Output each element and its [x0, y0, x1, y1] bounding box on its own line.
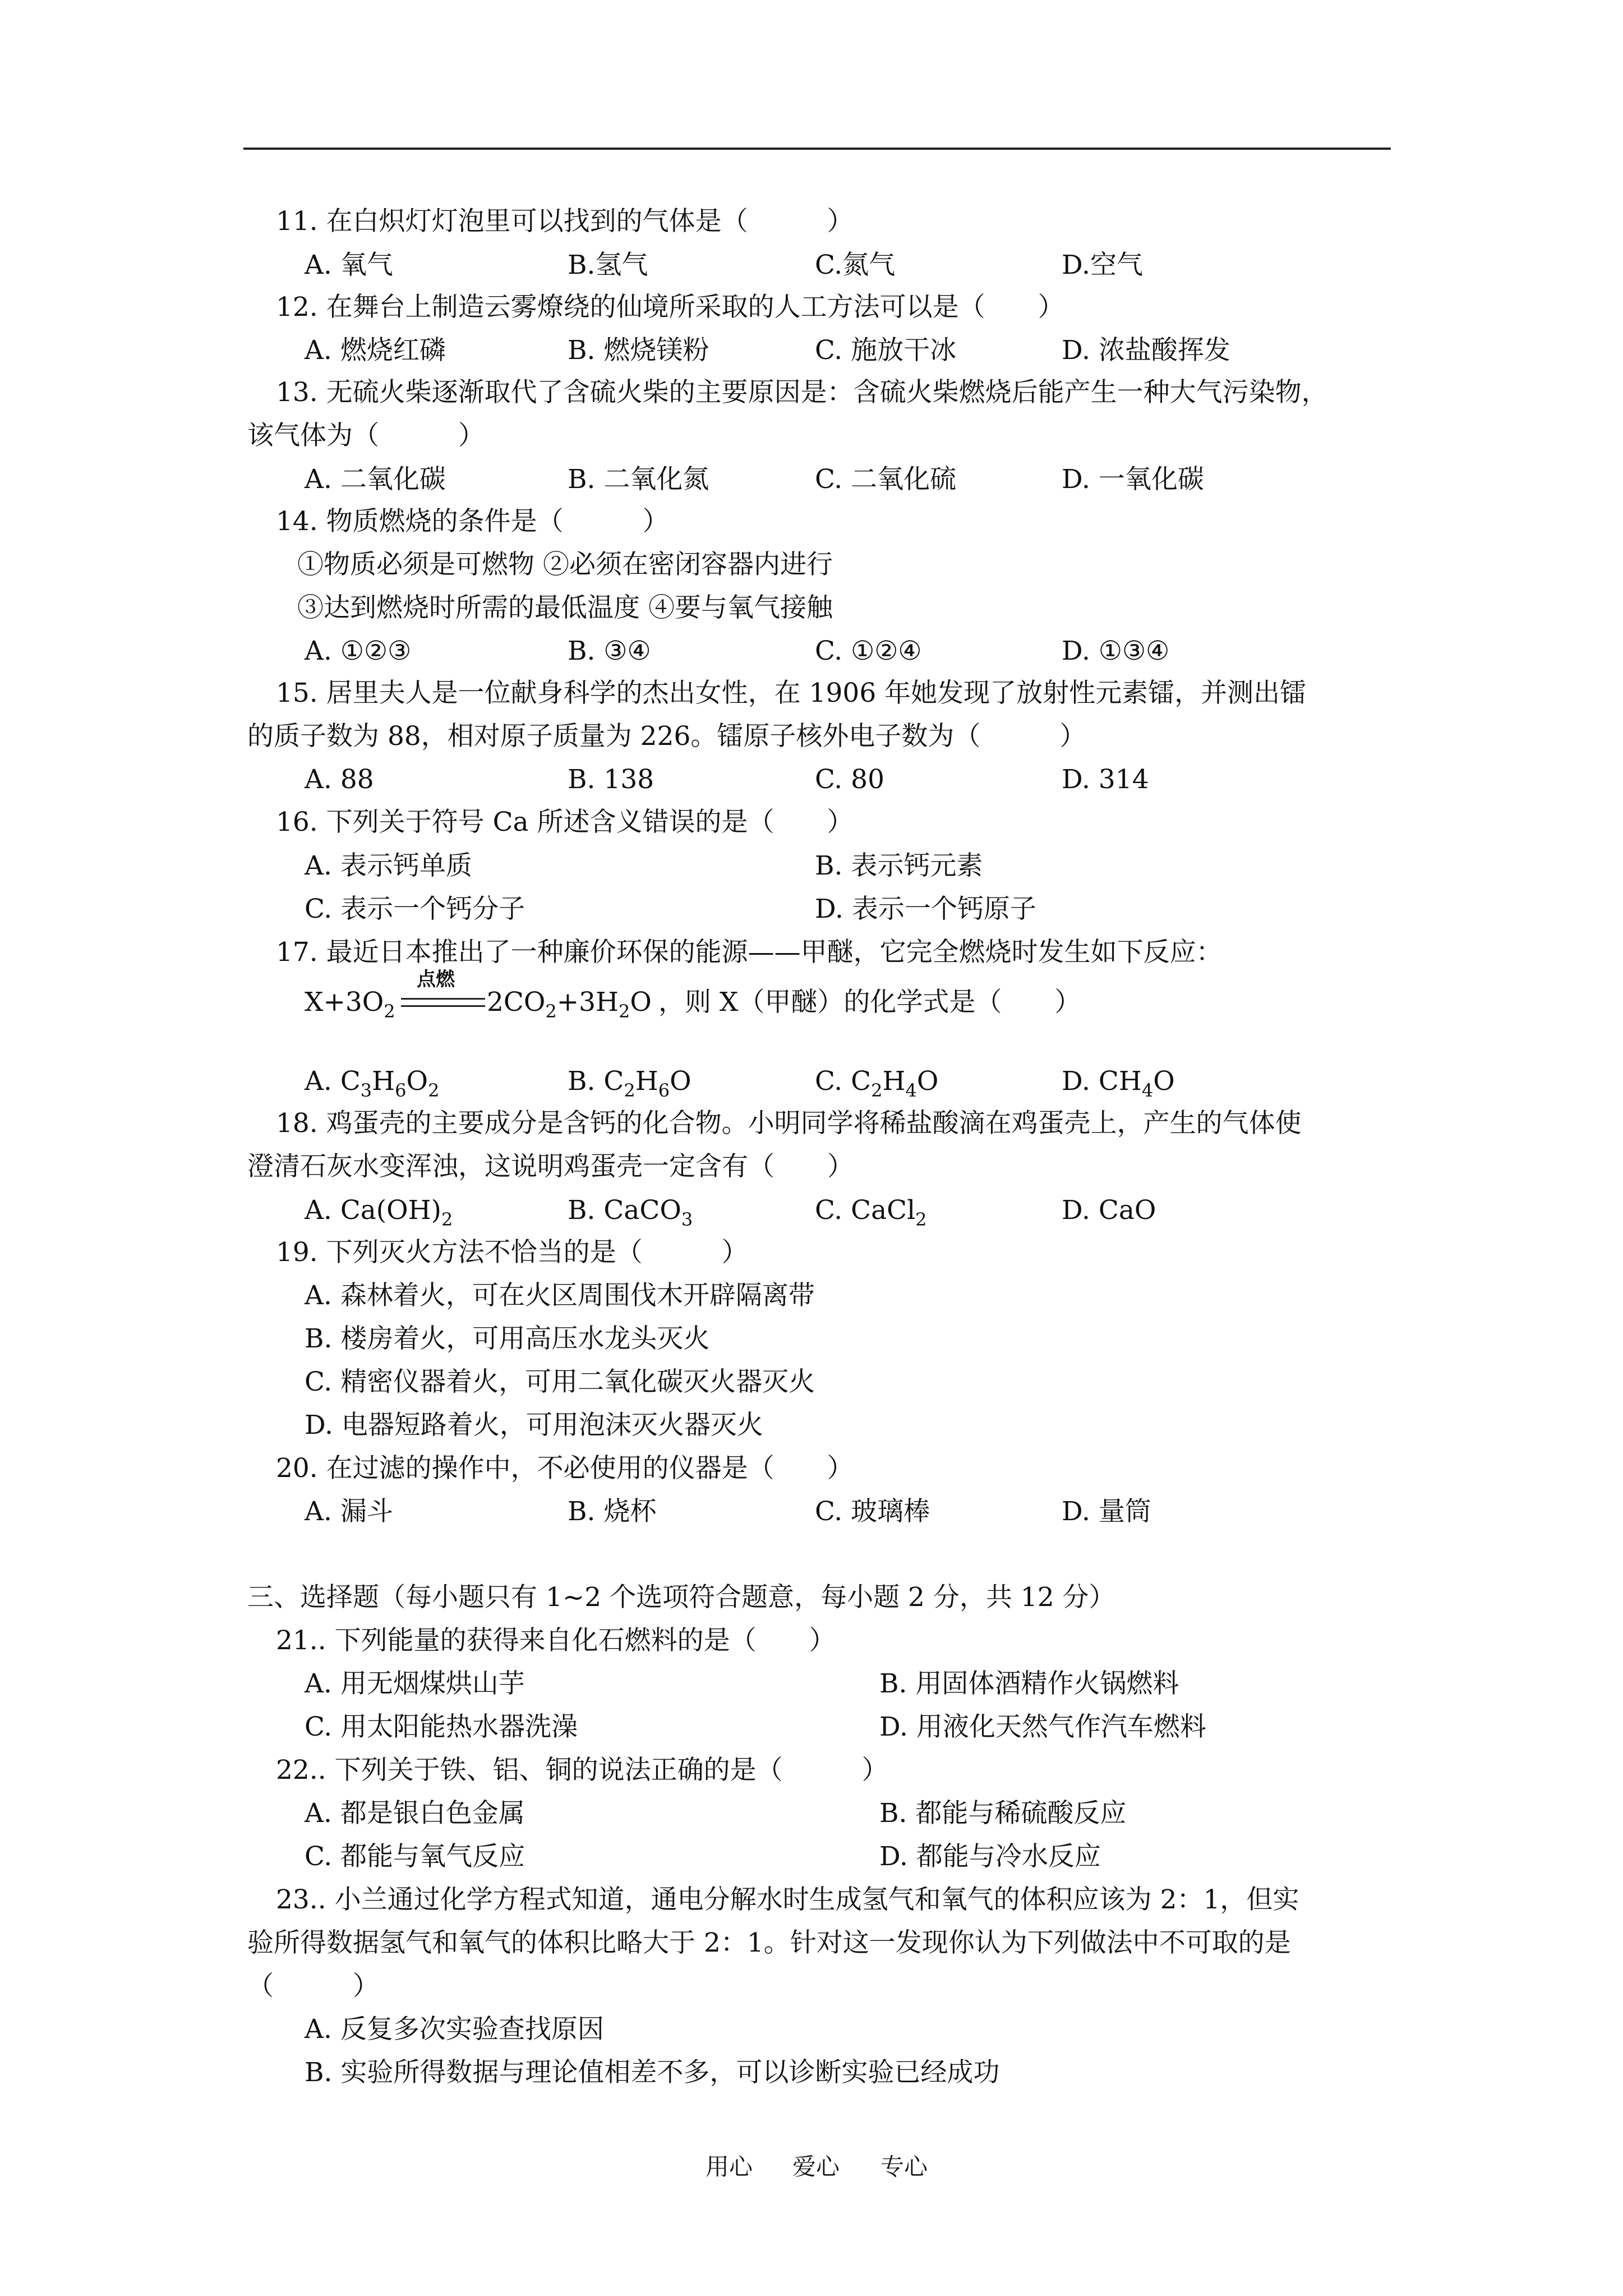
q18-option-d: D. CaO — [1062, 1195, 1156, 1226]
q18-option-a: A. $Ca(OH)_2$ — [305, 1195, 453, 1230]
q15-stem-line2: 的质子数为 88，相对原子质量为 226。镭原子核外电子数为（ ） — [247, 721, 1086, 752]
q17-equation-right: $2CO_2+3H_2O$ ，则 X（甲醚）的化学式是（ ） — [487, 987, 1081, 1022]
q19-option-d: D. 电器短路着火，可用泡沫灭火器灭火 — [305, 1410, 763, 1441]
q23-stem-line3: （ ） — [247, 1971, 379, 2001]
q12-stem: 12. 在舞台上制造云雾燎绕的仙境所采取的人工方法可以是（ ） — [276, 292, 1064, 323]
q23-option-a: A. 反复多次实验查找原因 — [305, 2014, 604, 2045]
q11-option-d: D.空气 — [1062, 250, 1143, 280]
q15-option-a: A. 88 — [305, 764, 374, 795]
q16-option-a: A. 表示钙单质 — [305, 850, 472, 881]
q17-option-a: A. $C_3H_6O_2$ — [305, 1066, 440, 1101]
q17-stem: 17. 最近日本推出了一种廉价环保的能源——甲醚，它完全燃烧时发生如下反应： — [276, 937, 1223, 968]
q15-option-b: B. 138 — [568, 764, 654, 795]
q17-option-b: B. $C_2H_6O$ — [568, 1066, 691, 1101]
q16-option-d: D. 表示一个钙原子 — [815, 894, 1036, 924]
q18-option-c: C. CaCl$_2$ — [815, 1195, 927, 1230]
q12-option-d: D. 浓盐酸挥发 — [1062, 335, 1230, 366]
q18-stem-line2: 澄清石灰水变浑浊，这说明鸡蛋壳一定含有（ ） — [247, 1151, 854, 1182]
equation-line-bottom — [401, 1005, 485, 1007]
q11-option-a: A. 氧气 — [305, 250, 393, 280]
q17-option-c: C. $C_2H_4O$ — [815, 1066, 939, 1101]
q20-stem: 20. 在过滤的操作中，不必使用的仪器是（ ） — [276, 1453, 854, 1484]
q20-option-c: C. 玻璃棒 — [815, 1496, 930, 1527]
q14-option-a: A. ①②③ — [305, 636, 412, 666]
equation-line-top — [401, 998, 485, 1000]
q20-option-a: A. 漏斗 — [305, 1496, 393, 1527]
q19-option-c: C. 精密仪器着火，可用二氧化碳灭火器灭火 — [305, 1366, 815, 1397]
section-3-heading: 三、选择题（每小题只有 1~2 个选项符合题意，每小题 2 分，共 12 分） — [247, 1582, 1115, 1613]
q21-option-b: B. 用固体酒精作火锅燃料 — [879, 1668, 1179, 1699]
q11-stem: 11. 在白炽灯灯泡里可以找到的气体是（ ） — [276, 206, 854, 237]
q17-option-d: D. $CH_4O$ — [1062, 1066, 1175, 1101]
q18-stem-line1: 18. 鸡蛋壳的主要成分是含钙的化合物。小明同学将稀盐酸滴在鸡蛋壳上，产生的气体使 — [276, 1108, 1302, 1139]
q16-stem: 16. 下列关于符号 Ca 所述含义错误的是（ ） — [276, 807, 854, 838]
q14-option-d: D. ①③④ — [1062, 636, 1170, 666]
q14-option-c: C. ①②④ — [815, 636, 922, 666]
q13-option-a: A. 二氧化碳 — [305, 464, 446, 495]
q22-stem: 22.. 下列关于铁、铝、铜的说法正确的是（ ） — [276, 1755, 888, 1786]
q17-question: ，则 X（甲醚）的化学式是（ ） — [658, 987, 1081, 1018]
q21-stem: 21.. 下列能量的获得来自化石燃料的是（ ） — [276, 1625, 836, 1656]
q15-option-c: C. 80 — [815, 764, 884, 795]
q13-option-b: B. 二氧化氮 — [568, 464, 709, 495]
q19-option-a: A. 森林着火，可在火区周围伐木开辟隔离带 — [305, 1280, 815, 1311]
q14-statement-2: ③达到燃烧时所需的最低温度 ④要与氧气接触 — [297, 592, 833, 623]
q12-option-b: B. 燃烧镁粉 — [568, 335, 709, 366]
q14-stem: 14. 物质燃烧的条件是（ ） — [276, 506, 669, 537]
q22-option-d: D. 都能与冷水反应 — [879, 1841, 1101, 1872]
q14-statement-1: ①物质必须是可燃物 ②必须在密闭容器内进行 — [297, 549, 833, 580]
header-rule — [243, 148, 1391, 150]
footer-text-2: 爱心 — [792, 2153, 840, 2180]
q16-option-c: C. 表示一个钙分子 — [305, 894, 525, 924]
q23-stem-line1: 23.. 小兰通过化学方程式知道，通电分解水时生成氢气和氧气的体积应该为 2：1，但实 — [276, 1884, 1299, 1915]
reaction-condition: 点燃 — [417, 968, 455, 991]
q16-option-b: B. 表示钙元素 — [815, 850, 983, 881]
q12-option-a: A. 燃烧红磷 — [305, 335, 446, 366]
footer-text-1: 用心 — [706, 2153, 753, 2180]
q14-option-b: B. ③④ — [568, 636, 651, 666]
q11-option-b: B.氢气 — [568, 250, 648, 280]
q19-stem: 19. 下列灭火方法不恰当的是（ ） — [276, 1237, 748, 1268]
q21-option-a: A. 用无烟煤烘山芋 — [305, 1668, 525, 1699]
q11-option-c: C.氮气 — [815, 250, 896, 280]
q22-option-c: C. 都能与氧气反应 — [305, 1841, 525, 1872]
q18-option-b: B. CaCO$_3$ — [568, 1195, 693, 1230]
q13-option-c: C. 二氧化硫 — [815, 464, 957, 495]
q22-option-b: B. 都能与稀硫酸反应 — [879, 1798, 1127, 1829]
q13-stem-line2: 该气体为（ ） — [247, 420, 485, 451]
q23-stem-line2: 验所得数据氢气和氧气的体积比略大于 2：1。针对这一发现你认为下列做法中不可取的是 — [247, 1927, 1291, 1958]
q21-option-c: C. 用太阳能热水器洗澡 — [305, 1711, 578, 1742]
q17-equation-left: $X+3O_2$ — [305, 987, 395, 1022]
q19-option-b: B. 楼房着火，可用高压水龙头灭火 — [305, 1323, 710, 1354]
q15-stem-line1: 15. 居里夫人是一位献身科学的杰出女性，在 1906 年她发现了放射性元素镭，并测出镭 — [276, 678, 1307, 708]
footer-text-3: 专心 — [880, 2153, 928, 2180]
q21-option-d: D. 用液化天然气作汽车燃料 — [879, 1711, 1206, 1742]
q12-option-c: C. 施放干冰 — [815, 335, 957, 366]
q15-option-d: D. 314 — [1062, 764, 1149, 795]
q23-option-b: B. 实验所得数据与理论值相差不多，可以诊断实验已经成功 — [305, 2057, 1000, 2088]
q22-option-a: A. 都是银白色金属 — [305, 1798, 525, 1829]
q13-option-d: D. 一氧化碳 — [1062, 464, 1204, 495]
q20-option-b: B. 烧杯 — [568, 1496, 657, 1527]
q13-stem-line1: 13. 无硫火柴逐渐取代了含硫火柴的主要原因是：含硫火柴燃烧后能产生一种大气污染物， — [276, 377, 1328, 408]
q20-option-d: D. 量筒 — [1062, 1496, 1151, 1527]
